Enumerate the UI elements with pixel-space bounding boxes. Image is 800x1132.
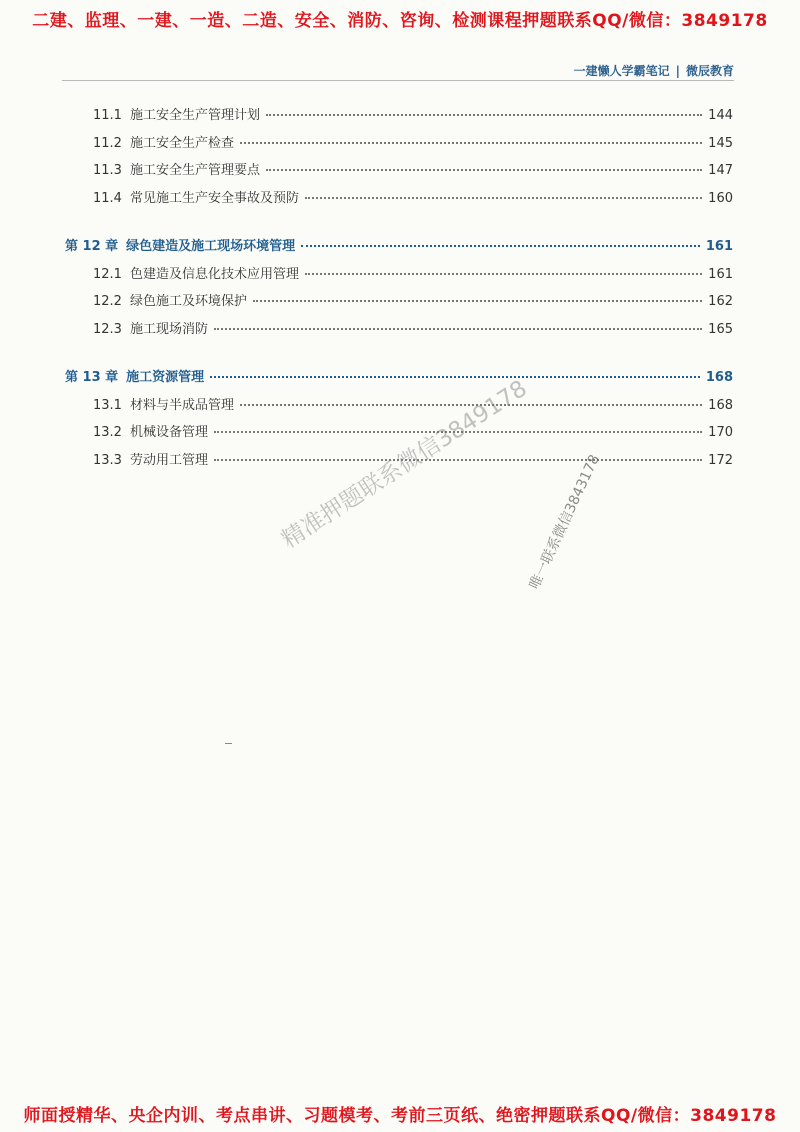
book-title: 一建懒人学霸笔记: [573, 64, 670, 78]
toc-page: 165: [708, 322, 733, 337]
stray-mark: [225, 743, 232, 744]
watermark-main: 精准押题联系微信3849178: [277, 375, 532, 554]
toc-page: 160: [708, 191, 733, 206]
toc-title: 施工安全生产检查: [129, 136, 234, 151]
dot-leader: [305, 273, 702, 275]
toc-page: 170: [708, 425, 733, 440]
toc-chapter-number: 第 12 章: [65, 239, 119, 254]
toc-page: 161: [705, 239, 733, 254]
dot-leader: [214, 328, 702, 330]
toc-entry-11-1[interactable]: [93, 104, 733, 123]
toc-number: 12.1: [93, 267, 122, 282]
toc-chapter-title: 绿色建造及施工现场环境管理: [126, 239, 296, 254]
toc-number: 11.3: [93, 163, 122, 178]
head-separator: |: [675, 64, 680, 78]
toc-title: 施工安全生产管理要点: [129, 163, 260, 178]
toc-number: 11.1: [93, 108, 122, 123]
toc-entry-13-1[interactable]: [93, 394, 733, 413]
toc-page: 147: [708, 163, 733, 178]
dot-leader: [266, 114, 702, 116]
toc-title: 绿色施工及环境保护: [129, 294, 247, 309]
toc-page: 172: [708, 453, 733, 468]
toc-entry-12-2[interactable]: [93, 290, 733, 309]
toc-page: 145: [708, 136, 733, 151]
toc-entry-11-4[interactable]: [93, 187, 733, 206]
publisher-name: 微辰教育: [685, 64, 734, 78]
toc-entry-12-3[interactable]: [93, 318, 733, 337]
dot-leader: [266, 169, 702, 171]
dot-leader: [240, 142, 702, 144]
header-rule: [62, 80, 734, 81]
toc-number: 12.2: [93, 294, 122, 309]
toc-chapter-number: 第 13 章: [65, 370, 119, 385]
bottom-banner: 师面授精华、央企内训、考点串讲、习题模考、考前三页纸、绝密押题联系QQ/微信：3849178: [23, 1106, 777, 1126]
toc-number: 13.3: [93, 453, 122, 468]
dot-leader: [214, 459, 702, 461]
toc-page: 161: [708, 267, 733, 282]
top-banner: 二建、监理、一建、一造、二造、安全、消防、咨询、检测课程押题联系QQ/微信：3849178: [32, 11, 768, 31]
toc-number: 11.4: [93, 191, 122, 206]
toc-chapter-title: 施工资源管理: [126, 370, 205, 385]
watermark-secondary: 唯一联系微信3843178: [526, 452, 604, 592]
toc-number: 13.1: [93, 398, 122, 413]
toc-entry-11-3[interactable]: [93, 159, 733, 178]
dot-leader: [305, 197, 702, 199]
toc-page: 162: [708, 294, 733, 309]
toc-chapter-12[interactable]: [65, 235, 733, 254]
dot-leader: [301, 245, 700, 247]
toc-number: 13.2: [93, 425, 122, 440]
toc-page: 168: [705, 370, 733, 385]
toc-title: 材料与半成品管理: [129, 398, 234, 413]
toc-title: 劳动用工管理: [129, 453, 208, 468]
dot-leader: [210, 376, 700, 378]
toc-entry-12-1[interactable]: [93, 263, 733, 282]
toc-page: 144: [708, 108, 733, 123]
toc-chapter-13[interactable]: [65, 366, 733, 385]
toc-title: 施工安全生产管理计划: [129, 108, 260, 123]
toc-number: 12.3: [93, 322, 122, 337]
running-head: [62, 62, 734, 79]
toc-entry-11-2[interactable]: [93, 132, 733, 151]
toc-title: 施工现场消防: [129, 322, 208, 337]
dot-leader: [253, 300, 702, 302]
toc-number: 11.2: [93, 136, 122, 151]
toc-title: 机械设备管理: [129, 425, 208, 440]
toc-title: 常见施工生产安全事故及预防: [129, 191, 299, 206]
toc-title: 色建造及信息化技术应用管理: [129, 267, 299, 282]
toc-page: 168: [708, 398, 733, 413]
